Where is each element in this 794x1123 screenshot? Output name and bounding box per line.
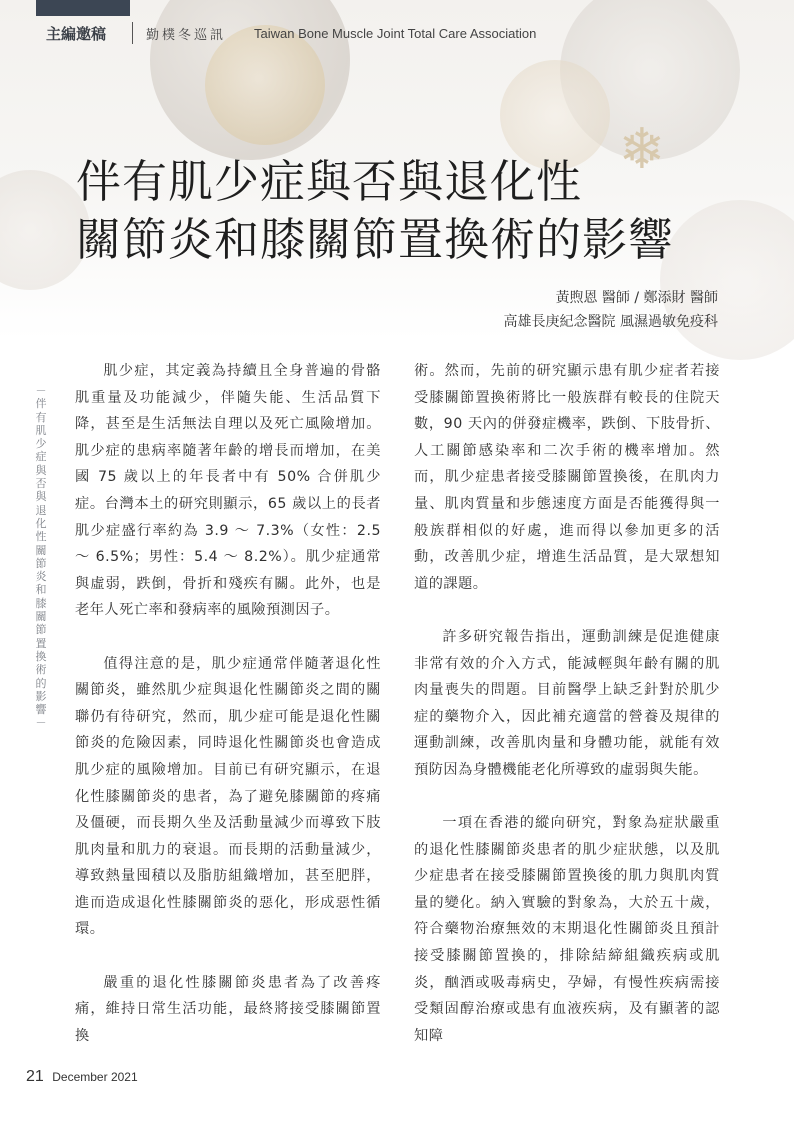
author-block <box>504 286 718 334</box>
author-names: 黃煦恩 醫師 / 鄭添財 醫師 <box>555 290 718 306</box>
paragraph: 一項在香港的縱向研究，對象為症狀嚴重的退化性膝關節炎患者的肌少症狀態，以及肌少症患者在接受膝關節置換後的肌力與肌肉質量的變化。納入實驗的對象為，大於五十歲，符合藥物治療無效的末期退化性關節炎且預計接受膝關節置換的，排除結締組織疾病或肌炎，酗酒或吸毒病史，孕婦，有慢性疾病需接受類固醇治療或患有血液疾病，及有顯著的認知障 <box>414 815 720 1044</box>
paragraph-continued: 術。然而，先前的研究顯示患有肌少症者若接受膝關節置換術將比一般族群有較長的住院天數，90 天內的併發症機率，跌倒、下肢骨折、人工關節感染率和二次手術的機率增加。然而，肌少症患者接受膝關節置換後，在肌肉力量、肌肉質量和步態速度方面是否能獲得與一般族群相似的好處，進而得以參加更多的活動，改善肌少症，增進生活品質，是大眾想知道的課題。 <box>414 363 720 592</box>
body-column-right <box>414 358 720 1076</box>
header-tab <box>36 0 130 16</box>
paragraph: 肌少症，其定義為持續且全身普遍的骨骼肌重量及功能減少，伴隨失能、生活品質下降，甚至是生活無法自理以及死亡風險增加。肌少症的患病率隨著年齡的增長而增加，在美國 75 歲以上的年長者中有 50% 合併肌少症。台灣本土的研究則顯示，65 歲以上的長者肌少症盛行率約為 3.9 ～ 7.3%（女性：2.5 ～ 6.5%；男性：5.4 ～ 8.2%）。肌少症通常與虛弱，跌倒，骨折和殘疾有關。此外，也是老年人死亡率和發病率的風險預測因子。 <box>75 363 381 619</box>
paragraph: 值得注意的是，肌少症通常伴隨著退化性關節炎，雖然肌少症與退化性關節炎之間的關聯仍有待研究，然而，肌少症可能是退化性關節炎的危險因素，同時退化性關節炎也會造成肌少症的風險增加。目前已有研究顯示，在退化性膝關節炎的患者，為了避免膝關節的疼痛及僵硬，而長期久坐及活動量減少而導致下肢肌肉量和肌力的衰退。而長期的活動量減少，導致熱量囤積以及脂肪組織增加，甚至肥胖，進而造成退化性膝關節炎的惡化，形成惡性循環。 <box>75 655 381 938</box>
page-number: 21 <box>26 1068 44 1085</box>
title-line-1: 伴有肌少症與否與退化性 <box>76 155 583 208</box>
page-footer <box>26 1068 138 1086</box>
vertical-running-title: －伴有肌少症與否與退化性關節炎和膝關節置換術的影響－ <box>35 384 47 730</box>
association-name: Taiwan Bone Muscle Joint Total Care Association <box>254 25 537 41</box>
header-divider <box>132 22 133 44</box>
snowflake-icon: ❄ <box>618 117 666 182</box>
paragraph: 嚴重的退化性膝關節炎患者為了改善疼痛，維持日常生活功能，最終將接受膝關節置換 <box>75 974 381 1044</box>
body-column-left <box>75 358 381 1076</box>
section-label: 主編邀稿 <box>46 24 107 43</box>
series-label: 勤樸冬巡訊 <box>146 27 227 43</box>
article-title <box>76 153 756 269</box>
running-header <box>0 22 794 44</box>
issue-date: December 2021 <box>52 1070 138 1084</box>
author-affiliation: 高雄長庚紀念醫院 風濕過敏免疫科 <box>503 314 718 330</box>
paragraph: 許多研究報告指出，運動訓練是促進健康非常有效的介入方式，能減輕與年齡有關的肌肉量喪失的問題。目前醫學上缺乏針對於肌少症的藥物介入，因此補充適當的營養及規律的運動訓練，改善肌肉量和身體功能，就能有效預防因為身體機能老化所導致的虛弱與失能。 <box>414 628 720 778</box>
title-line-2: 關節炎和膝關節置換術的影響 <box>76 213 675 266</box>
